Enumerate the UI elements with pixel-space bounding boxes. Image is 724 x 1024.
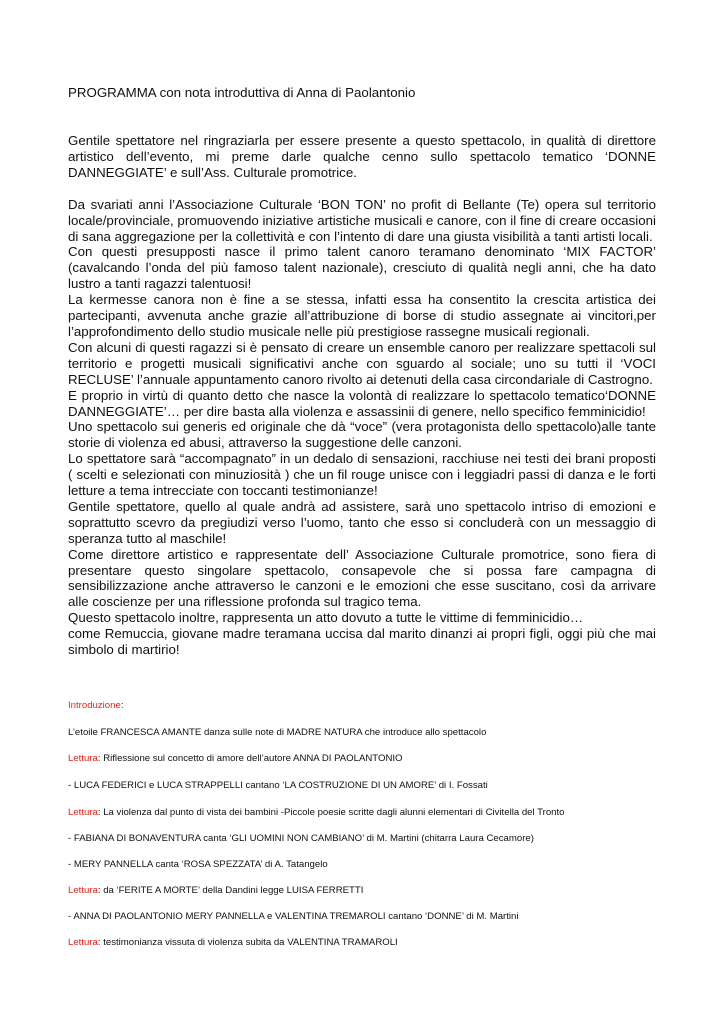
program-item-text: - MERY PANNELLA canta ‘ROSA SPEZZATA’ di A. Tatangelo xyxy=(68,859,328,870)
program-item xyxy=(68,700,123,712)
program-item-label: Lettura xyxy=(68,937,98,948)
paragraph: come Remuccia, giovane madre teramana uccisa dal marito dinanzi ai propri figli, oggi più che mai simbolo di martirio! xyxy=(68,626,656,658)
paragraph: Con questi presupposti nasce il primo talent canoro teramano denominato ‘MIX FACTOR’ (cavalcando l’onda del più famoso talent nazionale), cresciuto di qualità negli anni, che ha dato lustro a tanti ragazzi talentuosi! xyxy=(68,244,656,292)
program-item xyxy=(68,753,403,765)
paragraph: Uno spettacolo sui generis ed originale che dà “voce” (vera protagonista dello spettacolo)alle tante storie di violenza ed abusi, attraverso la suggestione delle canzoni. xyxy=(68,419,656,451)
program-item-text: - ANNA DI PAOLANTONIO MERY PANNELLA e VALENTINA TREMAROLI cantano ‘DONNE’ di M. Martini xyxy=(68,911,519,922)
paragraph: Con alcuni di questi ragazzi si è pensato di creare un ensemble canoro per realizzare spettacoli sul territorio e progetti musicali significativi anche con sguardo al sociale; uno su tutti il ‘VOCI RECLUSE’ l’annuale appuntamento canoro rivolto ai detenuti della casa circondariale di Castrogno. xyxy=(68,339,656,387)
program-item-text: L’etoile FRANCESCA AMANTE danza sulle note di MADRE NATURA che introduce allo spettacolo xyxy=(68,727,487,738)
program-item-label: Lettura xyxy=(68,885,98,896)
program-item xyxy=(68,727,486,739)
program-item-text: : La violenza dal punto di vista dei bambini -Piccole poesie scritte dagli alunni elementari di Civitella del Tronto xyxy=(97,807,565,818)
paragraph: La kermesse canora non è fine a se stessa, infatti essa ha consentito la crescita artistica dei partecipanti, avvenuta anche grazie all’attribuzione di borse di studio assegnate ai vincitori,per l’approfondimento dello studio musicale nelle più prestigiose rassegne musicali regionali. xyxy=(68,292,656,339)
program-item-text: : xyxy=(120,700,124,711)
page-title: PROGRAMMA con nota introduttiva di Anna di Paolantonio xyxy=(68,85,416,100)
program-item-text: : da ‘FERITE A MORTE’ della Dandini legge LUISA FERRETTI xyxy=(97,885,364,896)
paragraph: Da svariati anni l’Associazione Culturale ‘BON TON’ no profit di Bellante (Te) opera sul territorio locale/provinciale, promuovendo iniziative artistiche musicali e canore, con il fine di creare occasioni di sana aggregazione per la collettività e con l’intento di dare una giusta visibilità a tanti artisti locali. xyxy=(68,196,656,244)
paragraph: Come direttore artistico e rappresentate dell’ Associazione Culturale promotrice, sono fiera di presentare questo singolare spettacolo, consapevole che si possa fare campagna di sensibilizzazione anche attraverso le canzoni e le emozioni che esse suscitano, così da arrivare alle coscienze per una riflessione profonda sul tragico tema. xyxy=(68,546,656,610)
program-item-label: Lettura xyxy=(68,753,98,764)
program-item-label: Lettura xyxy=(68,807,98,818)
paragraph: Questo spettacolo inoltre, rappresenta un atto dovuto a tutte le vittime di femminicidio… xyxy=(68,610,584,626)
program-item-text: : testimonianza vissuta di violenza subita da VALENTINA TRAMAROLI xyxy=(97,937,398,948)
program-item xyxy=(68,885,363,897)
program-item xyxy=(68,911,519,923)
paragraph: Gentile spettatore nel ringraziarla per essere presente a questo spettacolo, in qualità di direttore artistico dell’evento, mi preme darle qualche cenno sullo spettacolo tematico ‘DONNE DANNEGGIATE’ e sull’Ass. Culturale promotrice. xyxy=(68,133,656,180)
program-item-text: : Riflessione sul concetto di amore dell’autore ANNA DI PAOLANTONIO xyxy=(97,753,403,764)
program-item-label: Introduzione xyxy=(68,700,121,711)
introduction-note xyxy=(68,133,656,658)
program-item-text: - FABIANA DI BONAVENTURA canta ‘GLI UOMINI NON CAMBIANO’ di M. Martini (chitarra Laura Cecamore) xyxy=(68,833,534,844)
paragraph: Lo spettatore sarà “accompagnato” in un dedalo di sensazioni, racchiuse nei testi dei brani proposti ( scelti e selezionati con minuziosità ) che un fil rouge unisce con i leggiadri passi di danza e le forti letture a tema intrecciate con toccanti testimonianze! xyxy=(68,451,656,499)
paragraph: Gentile spettatore, quello al quale andrà ad assistere, sarà uno spettacolo intriso di emozioni e soprattutto scevro da pregiudizi verso l’uomo, tanto che esso si concluderà con un messaggio di speranza tutto al maschile! xyxy=(68,498,656,546)
program-item xyxy=(68,807,565,819)
program-item xyxy=(68,937,398,949)
program-item-text: - LUCA FEDERICI e LUCA STRAPPELLI cantano ‘LA COSTRUZIONE DI UN AMORE’ di I. Fossati xyxy=(68,780,488,791)
program-item xyxy=(68,833,534,845)
paragraph: E proprio in virtù di quanto detto che nasce la volontà di realizzare lo spettacolo tematico‘DONNE DANNEGGIATE’… per dire basta alla violenza e assassinii di genere, nello specifico femminicidio! xyxy=(68,387,656,419)
program-item xyxy=(68,780,488,792)
program-item xyxy=(68,859,328,871)
